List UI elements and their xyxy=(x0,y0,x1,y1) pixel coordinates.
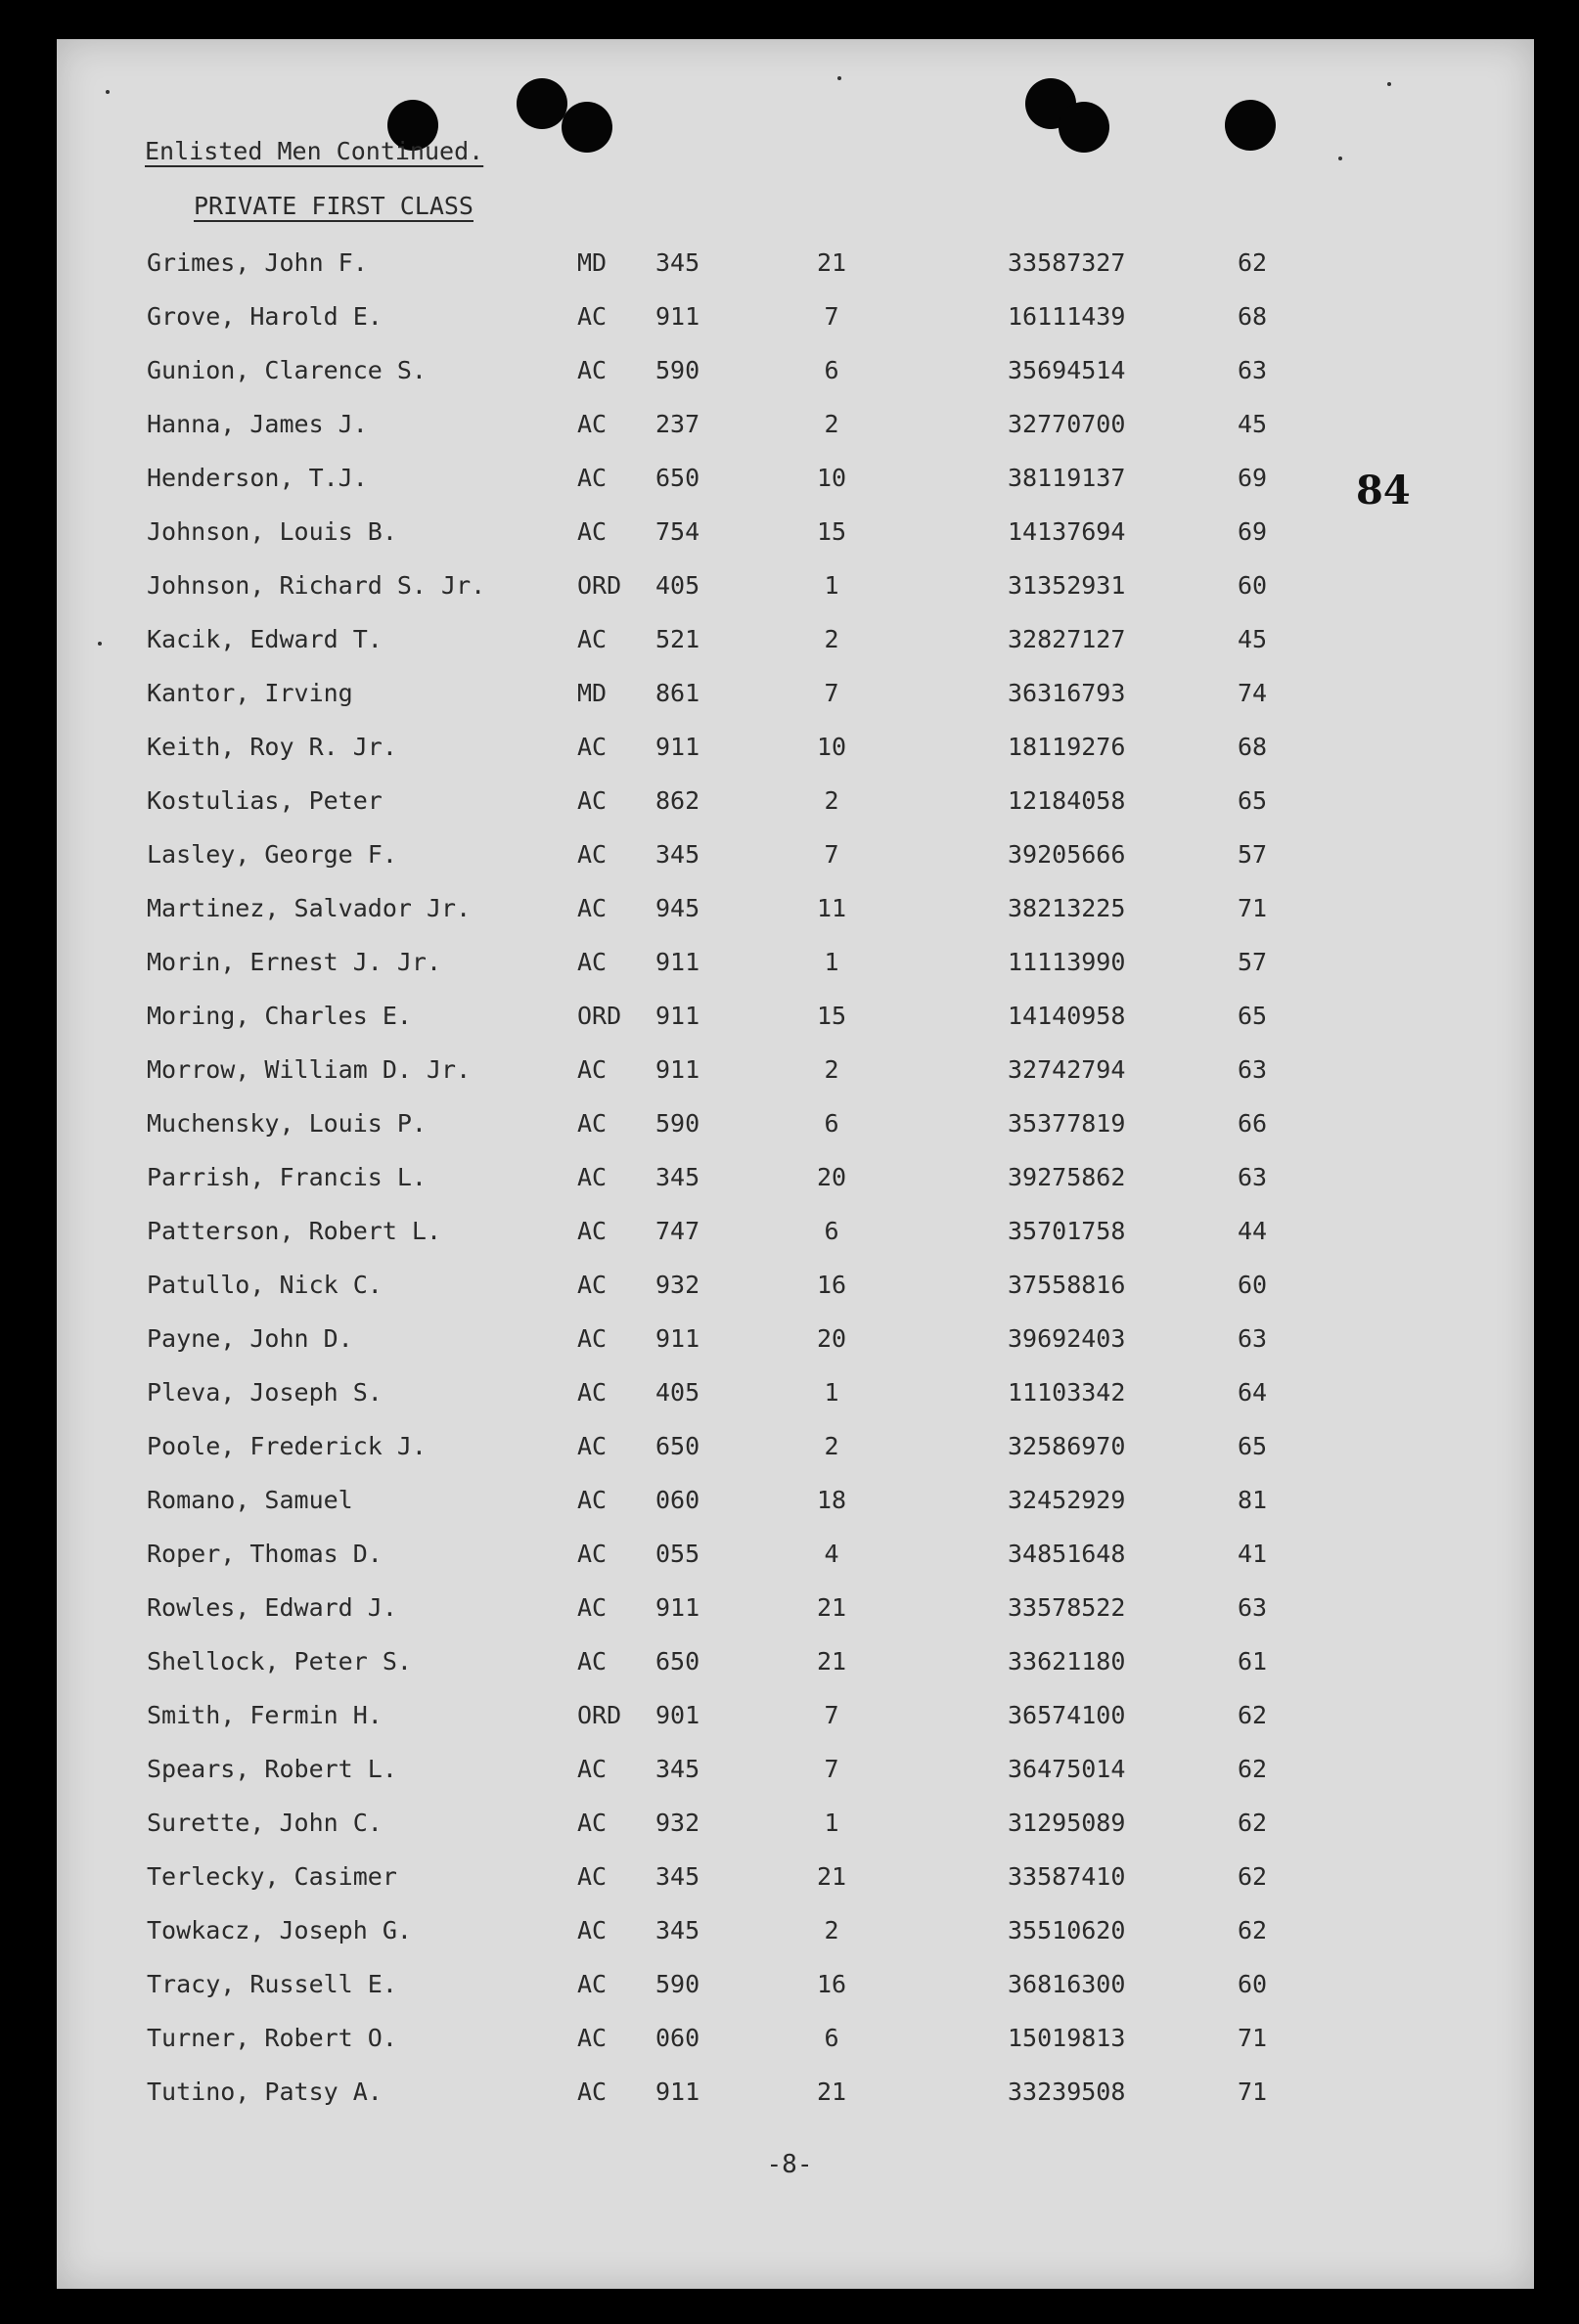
roster-code: 345 xyxy=(655,1163,700,1191)
roster-code: 861 xyxy=(655,679,700,707)
roster-name: Tutino, Patsy A. xyxy=(147,2078,383,2106)
section-heading: Enlisted Men Continued. xyxy=(145,137,484,165)
roster-name: Martinez, Salvador Jr. xyxy=(147,894,472,922)
roster-serial: 33578522 xyxy=(1008,1593,1126,1622)
roster-code: 862 xyxy=(655,786,700,815)
roster-serial: 36475014 xyxy=(1008,1755,1126,1783)
roster-age: 60 xyxy=(1238,1271,1268,1299)
roster-code: 345 xyxy=(655,248,700,277)
roster-arm: AC xyxy=(577,786,608,815)
roster-row xyxy=(0,2068,1579,2122)
roster-arm: AC xyxy=(577,1324,608,1353)
roster-row xyxy=(0,1637,1579,1691)
roster-arm: AC xyxy=(577,1755,608,1783)
roster-serial: 11103342 xyxy=(1008,1378,1126,1407)
roster-code: 060 xyxy=(655,2024,700,2052)
roster-code: 901 xyxy=(655,1701,700,1729)
speck xyxy=(106,90,110,94)
roster-arm: AC xyxy=(577,302,608,331)
roster-serial: 32742794 xyxy=(1008,1055,1126,1084)
punch-hole xyxy=(562,102,612,153)
roster-age: 71 xyxy=(1238,894,1268,922)
roster-row xyxy=(0,669,1579,723)
roster-name: Grove, Harold E. xyxy=(147,302,383,331)
roster-row xyxy=(0,239,1579,292)
roster-name: Grimes, John F. xyxy=(147,248,368,277)
roster-row xyxy=(0,1368,1579,1422)
roster-serial: 33239508 xyxy=(1008,2078,1126,2106)
roster-serial: 36816300 xyxy=(1008,1970,1126,1998)
roster-number: 1 xyxy=(824,948,839,976)
roster-name: Kostulias, Peter xyxy=(147,786,383,815)
speck xyxy=(1338,156,1342,160)
roster-number: 7 xyxy=(824,1701,839,1729)
roster-arm: AC xyxy=(577,625,608,653)
roster-serial: 39205666 xyxy=(1008,840,1126,869)
roster-age: 60 xyxy=(1238,571,1268,600)
roster-age: 64 xyxy=(1238,1378,1268,1407)
roster-age: 63 xyxy=(1238,1055,1268,1084)
roster-name: Poole, Frederick J. xyxy=(147,1432,427,1460)
roster-age: 62 xyxy=(1238,1701,1268,1729)
roster-arm: AC xyxy=(577,1647,608,1676)
roster-name: Patterson, Robert L. xyxy=(147,1217,442,1245)
roster-serial: 31352931 xyxy=(1008,571,1126,600)
roster-arm: AC xyxy=(577,410,608,438)
roster-row xyxy=(0,561,1579,615)
roster-arm: AC xyxy=(577,1486,608,1514)
roster-row xyxy=(0,346,1579,400)
roster-number: 10 xyxy=(816,464,847,492)
roster-code: 650 xyxy=(655,464,700,492)
roster-row xyxy=(0,1476,1579,1530)
roster-age: 62 xyxy=(1238,1916,1268,1944)
roster-code: 521 xyxy=(655,625,700,653)
roster-number: 16 xyxy=(816,1970,847,1998)
roster-code: 911 xyxy=(655,1593,700,1622)
roster-serial: 32452929 xyxy=(1008,1486,1126,1514)
roster-age: 68 xyxy=(1238,733,1268,761)
roster-name: Moring, Charles E. xyxy=(147,1002,412,1030)
roster-list xyxy=(0,239,1579,2122)
roster-name: Patullo, Nick C. xyxy=(147,1271,383,1299)
roster-age: 68 xyxy=(1238,302,1268,331)
roster-serial: 32586970 xyxy=(1008,1432,1126,1460)
roster-row xyxy=(0,1046,1579,1099)
roster-arm: AC xyxy=(577,733,608,761)
roster-age: 60 xyxy=(1238,1970,1268,1998)
roster-number: 2 xyxy=(824,410,839,438)
speck xyxy=(1387,82,1391,86)
roster-code: 405 xyxy=(655,1378,700,1407)
page-annotation: 84 xyxy=(1356,468,1411,514)
roster-code: 650 xyxy=(655,1647,700,1676)
roster-code: 055 xyxy=(655,1540,700,1568)
roster-code: 060 xyxy=(655,1486,700,1514)
roster-age: 62 xyxy=(1238,1862,1268,1891)
roster-arm: AC xyxy=(577,356,608,384)
roster-code: 911 xyxy=(655,733,700,761)
roster-arm: AC xyxy=(577,1378,608,1407)
roster-number: 7 xyxy=(824,302,839,331)
roster-number: 6 xyxy=(824,356,839,384)
roster-arm: AC xyxy=(577,2024,608,2052)
roster-code: 345 xyxy=(655,1755,700,1783)
roster-age: 63 xyxy=(1238,1324,1268,1353)
roster-row xyxy=(0,1207,1579,1261)
roster-arm: AC xyxy=(577,1540,608,1568)
roster-age: 61 xyxy=(1238,1647,1268,1676)
roster-row xyxy=(0,884,1579,938)
roster-age: 62 xyxy=(1238,1809,1268,1837)
roster-row xyxy=(0,1261,1579,1315)
roster-name: Lasley, George F. xyxy=(147,840,397,869)
roster-number: 16 xyxy=(816,1271,847,1299)
roster-row xyxy=(0,1960,1579,2014)
roster-arm: AC xyxy=(577,894,608,922)
roster-age: 45 xyxy=(1238,410,1268,438)
roster-number: 15 xyxy=(816,1002,847,1030)
roster-row xyxy=(0,938,1579,992)
roster-arm: ORD xyxy=(577,1701,622,1729)
roster-arm: AC xyxy=(577,840,608,869)
roster-age: 74 xyxy=(1238,679,1268,707)
roster-number: 6 xyxy=(824,2024,839,2052)
roster-arm: AC xyxy=(577,1432,608,1460)
roster-arm: AC xyxy=(577,1055,608,1084)
roster-row xyxy=(0,1906,1579,1960)
roster-arm: AC xyxy=(577,1271,608,1299)
roster-code: 590 xyxy=(655,1970,700,1998)
roster-serial: 34851648 xyxy=(1008,1540,1126,1568)
roster-serial: 33587410 xyxy=(1008,1862,1126,1891)
roster-name: Hanna, James J. xyxy=(147,410,368,438)
roster-number: 7 xyxy=(824,679,839,707)
punch-hole xyxy=(517,78,567,129)
roster-age: 63 xyxy=(1238,1163,1268,1191)
roster-name: Henderson, T.J. xyxy=(147,464,368,492)
roster-code: 911 xyxy=(655,948,700,976)
roster-name: Pleva, Joseph S. xyxy=(147,1378,383,1407)
roster-arm: MD xyxy=(577,679,608,707)
roster-row xyxy=(0,992,1579,1046)
roster-arm: AC xyxy=(577,1217,608,1245)
roster-arm: AC xyxy=(577,1163,608,1191)
roster-number: 2 xyxy=(824,1055,839,1084)
roster-age: 69 xyxy=(1238,517,1268,546)
roster-row xyxy=(0,1853,1579,1906)
roster-row xyxy=(0,777,1579,830)
roster-serial: 35377819 xyxy=(1008,1109,1126,1138)
roster-number: 1 xyxy=(824,571,839,600)
roster-name: Romano, Samuel xyxy=(147,1486,353,1514)
roster-number: 20 xyxy=(816,1163,847,1191)
roster-age: 45 xyxy=(1238,625,1268,653)
roster-code: 590 xyxy=(655,356,700,384)
punch-hole xyxy=(1059,102,1109,153)
roster-number: 4 xyxy=(824,1540,839,1568)
roster-code: 911 xyxy=(655,1055,700,1084)
roster-row xyxy=(0,508,1579,561)
roster-code: 650 xyxy=(655,1432,700,1460)
roster-serial: 14137694 xyxy=(1008,517,1126,546)
roster-code: 345 xyxy=(655,1916,700,1944)
roster-age: 41 xyxy=(1238,1540,1268,1568)
roster-row xyxy=(0,1584,1579,1637)
roster-name: Kacik, Edward T. xyxy=(147,625,383,653)
roster-row xyxy=(0,1530,1579,1584)
roster-name: Morin, Ernest J. Jr. xyxy=(147,948,442,976)
roster-arm: AC xyxy=(577,1809,608,1837)
roster-number: 21 xyxy=(816,1647,847,1676)
roster-number: 2 xyxy=(824,1916,839,1944)
roster-arm: AC xyxy=(577,1593,608,1622)
roster-name: Payne, John D. xyxy=(147,1324,353,1353)
roster-number: 18 xyxy=(816,1486,847,1514)
roster-code: 911 xyxy=(655,1002,700,1030)
roster-name: Smith, Fermin H. xyxy=(147,1701,383,1729)
roster-row xyxy=(0,723,1579,777)
roster-number: 21 xyxy=(816,248,847,277)
roster-code: 911 xyxy=(655,302,700,331)
roster-number: 2 xyxy=(824,786,839,815)
roster-serial: 33587327 xyxy=(1008,248,1126,277)
roster-row xyxy=(0,2014,1579,2068)
roster-number: 11 xyxy=(816,894,847,922)
roster-name: Roper, Thomas D. xyxy=(147,1540,383,1568)
roster-serial: 38213225 xyxy=(1008,894,1126,922)
roster-code: 345 xyxy=(655,1862,700,1891)
roster-age: 57 xyxy=(1238,948,1268,976)
roster-code: 911 xyxy=(655,2078,700,2106)
roster-serial: 32827127 xyxy=(1008,625,1126,653)
roster-serial: 36574100 xyxy=(1008,1701,1126,1729)
roster-serial: 18119276 xyxy=(1008,733,1126,761)
roster-arm: AC xyxy=(577,517,608,546)
roster-code: 911 xyxy=(655,1324,700,1353)
roster-name: Shellock, Peter S. xyxy=(147,1647,412,1676)
roster-number: 1 xyxy=(824,1809,839,1837)
roster-serial: 33621180 xyxy=(1008,1647,1126,1676)
roster-age: 57 xyxy=(1238,840,1268,869)
roster-row xyxy=(0,1315,1579,1368)
roster-name: Kantor, Irving xyxy=(147,679,353,707)
roster-arm: AC xyxy=(577,2078,608,2106)
roster-name: Surette, John C. xyxy=(147,1809,383,1837)
roster-code: 237 xyxy=(655,410,700,438)
roster-arm: ORD xyxy=(577,571,622,600)
roster-code: 932 xyxy=(655,1809,700,1837)
roster-serial: 11113990 xyxy=(1008,948,1126,976)
roster-code: 345 xyxy=(655,840,700,869)
roster-number: 20 xyxy=(816,1324,847,1353)
roster-serial: 16111439 xyxy=(1008,302,1126,331)
roster-number: 7 xyxy=(824,1755,839,1783)
roster-number: 6 xyxy=(824,1217,839,1245)
roster-serial: 35510620 xyxy=(1008,1916,1126,1944)
roster-age: 44 xyxy=(1238,1217,1268,1245)
roster-row xyxy=(0,1153,1579,1207)
roster-arm: MD xyxy=(577,248,608,277)
roster-name: Gunion, Clarence S. xyxy=(147,356,427,384)
roster-name: Johnson, Louis B. xyxy=(147,517,397,546)
roster-name: Turner, Robert O. xyxy=(147,2024,397,2052)
roster-arm: AC xyxy=(577,1916,608,1944)
roster-arm: AC xyxy=(577,464,608,492)
roster-row xyxy=(0,292,1579,346)
roster-number: 15 xyxy=(816,517,847,546)
roster-number: 2 xyxy=(824,625,839,653)
roster-code: 754 xyxy=(655,517,700,546)
roster-number: 10 xyxy=(816,733,847,761)
roster-row xyxy=(0,1799,1579,1853)
roster-age: 71 xyxy=(1238,2078,1268,2106)
roster-number: 2 xyxy=(824,1432,839,1460)
roster-name: Spears, Robert L. xyxy=(147,1755,397,1783)
roster-name: Morrow, William D. Jr. xyxy=(147,1055,472,1084)
roster-row xyxy=(0,400,1579,454)
roster-serial: 14140958 xyxy=(1008,1002,1126,1030)
roster-number: 1 xyxy=(824,1378,839,1407)
roster-age: 63 xyxy=(1238,356,1268,384)
roster-age: 81 xyxy=(1238,1486,1268,1514)
roster-age: 63 xyxy=(1238,1593,1268,1622)
roster-age: 66 xyxy=(1238,1109,1268,1138)
roster-serial: 36316793 xyxy=(1008,679,1126,707)
roster-serial: 37558816 xyxy=(1008,1271,1126,1299)
roster-age: 65 xyxy=(1238,786,1268,815)
speck xyxy=(837,76,841,80)
roster-arm: AC xyxy=(577,1970,608,1998)
roster-name: Parrish, Francis L. xyxy=(147,1163,427,1191)
roster-code: 945 xyxy=(655,894,700,922)
roster-code: 590 xyxy=(655,1109,700,1138)
roster-serial: 12184058 xyxy=(1008,786,1126,815)
roster-number: 6 xyxy=(824,1109,839,1138)
roster-code: 747 xyxy=(655,1217,700,1245)
roster-number: 21 xyxy=(816,1593,847,1622)
punch-hole xyxy=(1225,100,1276,151)
roster-serial: 38119137 xyxy=(1008,464,1126,492)
roster-row xyxy=(0,830,1579,884)
roster-age: 69 xyxy=(1238,464,1268,492)
rank-subheading: PRIVATE FIRST CLASS xyxy=(194,192,474,220)
roster-number: 21 xyxy=(816,2078,847,2106)
roster-name: Tracy, Russell E. xyxy=(147,1970,397,1998)
roster-number: 7 xyxy=(824,840,839,869)
roster-age: 65 xyxy=(1238,1002,1268,1030)
roster-age: 71 xyxy=(1238,2024,1268,2052)
roster-name: Johnson, Richard S. Jr. xyxy=(147,571,486,600)
roster-serial: 35694514 xyxy=(1008,356,1126,384)
roster-arm: ORD xyxy=(577,1002,622,1030)
roster-serial: 15019813 xyxy=(1008,2024,1126,2052)
roster-serial: 39692403 xyxy=(1008,1324,1126,1353)
roster-row xyxy=(0,1691,1579,1745)
roster-age: 62 xyxy=(1238,1755,1268,1783)
roster-name: Muchensky, Louis P. xyxy=(147,1109,427,1138)
roster-arm: AC xyxy=(577,948,608,976)
roster-row xyxy=(0,1745,1579,1799)
roster-serial: 39275862 xyxy=(1008,1163,1126,1191)
roster-number: 21 xyxy=(816,1862,847,1891)
page-number: -8- xyxy=(766,2150,813,2179)
roster-serial: 35701758 xyxy=(1008,1217,1126,1245)
roster-age: 65 xyxy=(1238,1432,1268,1460)
roster-serial: 32770700 xyxy=(1008,410,1126,438)
roster-name: Towkacz, Joseph G. xyxy=(147,1916,412,1944)
roster-name: Terlecky, Casimer xyxy=(147,1862,397,1891)
roster-name: Rowles, Edward J. xyxy=(147,1593,397,1622)
roster-code: 932 xyxy=(655,1271,700,1299)
roster-row xyxy=(0,1099,1579,1153)
roster-age: 62 xyxy=(1238,248,1268,277)
roster-code: 405 xyxy=(655,571,700,600)
roster-arm: AC xyxy=(577,1109,608,1138)
roster-row xyxy=(0,1422,1579,1476)
roster-row xyxy=(0,454,1579,508)
roster-row xyxy=(0,615,1579,669)
roster-serial: 31295089 xyxy=(1008,1809,1126,1837)
roster-name: Keith, Roy R. Jr. xyxy=(147,733,397,761)
roster-arm: AC xyxy=(577,1862,608,1891)
